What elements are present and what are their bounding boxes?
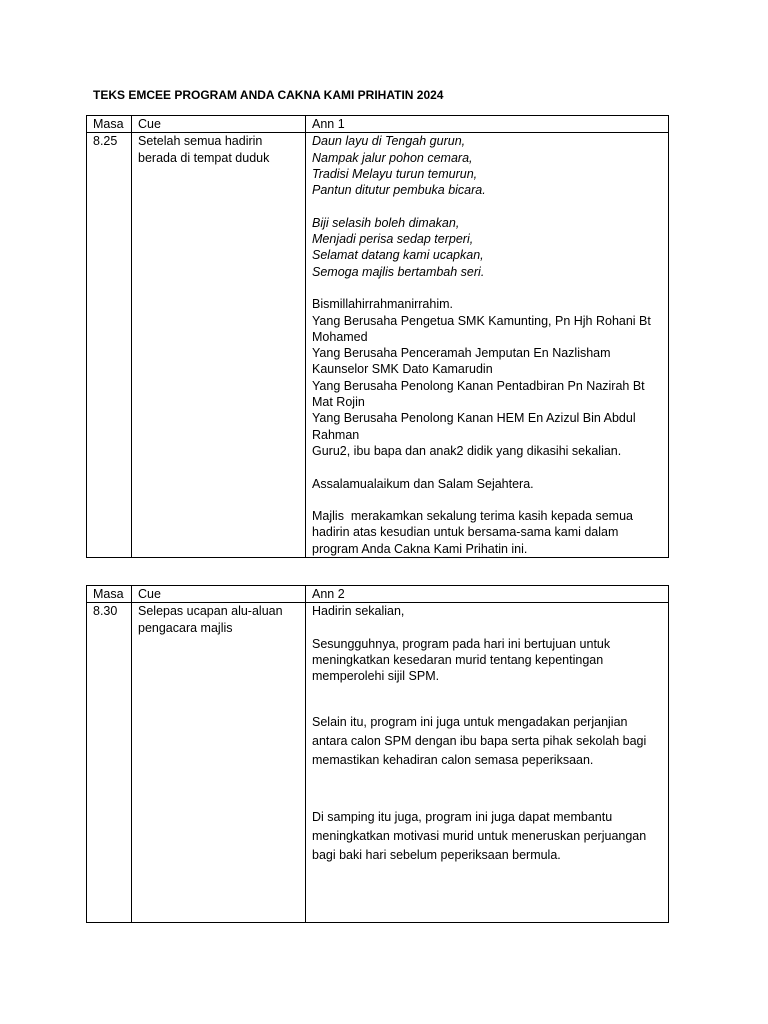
document-title: TEKS EMCEE PROGRAM ANDA CAKNA KAMI PRIHATIN 2024	[93, 88, 444, 102]
table-row	[87, 133, 669, 558]
salutation-line: Yang Berusaha Penolong Kanan Pentadbiran Pn Nazirah Bt Mat Rojin	[312, 378, 645, 410]
pantun-line: Selamat datang kami ucapkan,	[312, 248, 484, 263]
header-cue: Cue	[132, 586, 306, 603]
paragraph-1: Sesungguhnya, program pada hari ini bertujuan untuk meningkatkan kesedaran murid tentang kepentingan memperolehi sijil SPM.	[312, 636, 611, 684]
table-header-row	[87, 586, 669, 603]
pantun-line: Biji selasih boleh dimakan,	[312, 215, 460, 230]
cue-cell: Selepas ucapan alu-aluan pengacara majlis	[132, 603, 306, 923]
salutation-line: Guru2, ibu bapa dan anak2 didik yang dikasihi sekalian.	[312, 443, 622, 458]
header-ann: Ann 2	[306, 586, 669, 603]
pantun-line: Semoga majlis bertambah seri.	[312, 264, 485, 279]
masa-cell: 8.25	[87, 133, 132, 558]
cue-cell: Setelah semua hadirin berada di tempat duduk	[132, 133, 306, 558]
table-header-row	[87, 116, 669, 133]
script-table-2	[86, 585, 669, 923]
salutation-line: Yang Berusaha Pengetua SMK Kamunting, Pn Hjh Rohani Bt Mohamed	[312, 313, 651, 344]
opening-text: Hadirin sekalian,	[312, 604, 405, 619]
pantun-line: Tradisi Melayu turun temurun,	[312, 166, 478, 181]
pantun-line: Pantun ditutur pembuka bicara.	[312, 183, 486, 198]
header-masa: Masa	[87, 586, 132, 603]
header-ann: Ann 1	[306, 116, 669, 133]
pantun-line: Nampak jalur pohon cemara,	[312, 150, 473, 165]
greeting-text: Assalamualaikum dan Salam Sejahtera.	[312, 476, 534, 491]
ann-cell	[306, 133, 669, 558]
header-masa: Masa	[87, 116, 132, 133]
paragraph-2: Selain itu, program ini juga untuk mengadakan perjanjian antara calon SPM dengan ibu bapa serta pihak sekolah bagi memastikan kehadiran calon semasa peperiksaan.	[312, 714, 647, 767]
salutation-line: Yang Berusaha Penceramah Jemputan En Nazlisham Kaunselor SMK Dato Kamarudin	[312, 346, 611, 377]
paragraph-3: Di samping itu juga, program ini juga dapat membantu meningkatkan motivasi murid untuk meneruskan perjuangan bagi baki hari sebelum peperiksaan bermula.	[312, 809, 647, 862]
ann-cell	[306, 603, 669, 923]
script-table-1	[86, 115, 669, 558]
salutation-line: Yang Berusaha Penolong Kanan HEM En Azizul Bin Abdul Rahman	[312, 411, 636, 442]
header-cue: Cue	[132, 116, 306, 133]
salutation-line: Bismillahirrahmanirrahim.	[312, 297, 454, 312]
closing-text: Majlis merakamkan sekalung terima kasih kepada semua hadirin atas kesudian untuk bersama-sama kami dalam program Anda Cakna Kami Prihatin ini.	[312, 509, 637, 556]
table-row	[87, 603, 669, 923]
masa-cell: 8.30	[87, 603, 132, 923]
pantun-line: Daun layu di Tengah gurun,	[312, 134, 466, 149]
pantun-line: Menjadi perisa sedap terperi,	[312, 232, 474, 247]
